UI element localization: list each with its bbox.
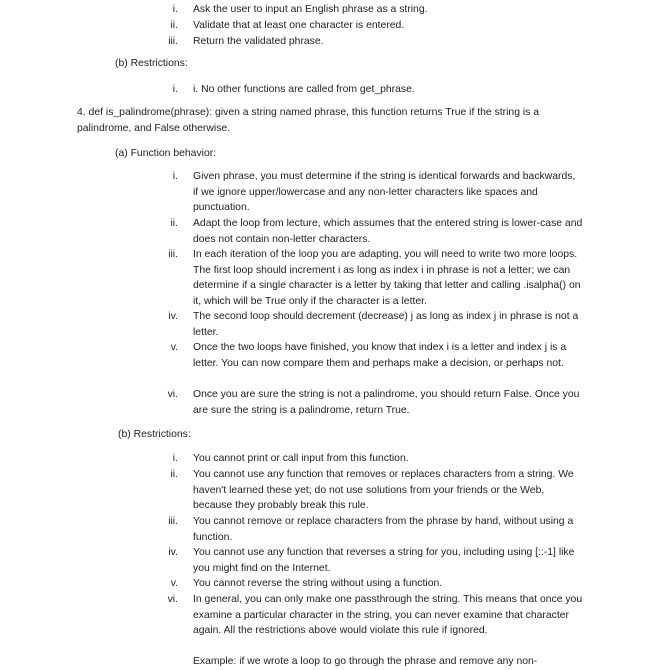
list-text: You cannot use any function that reverses a string for you, including using [::-1] like you might find on the Internet. [193, 547, 575, 574]
list-number: iii. [168, 36, 178, 47]
function-description: 4. def is_palindrome(phrase): given a string named phrase, this function returns True if the string is a palindrome, and False otherwise. [77, 107, 540, 134]
list-text: The second loop should decrement (decrease) j as long as index j in phrase is not a letter. [193, 311, 579, 338]
list-text: Ask the user to input an English phrase as a string. [193, 4, 428, 15]
list-text: Given phrase, you must determine if the string is identical forwards and backwards, if we ignore upper/lowercase and any non-letter characters like spaces and punctuation. [193, 171, 576, 214]
list-text: You cannot print or call input from this function. [193, 453, 409, 464]
list-number: ii. [170, 218, 178, 229]
list-text: In general, you can only make one passthrough the string. This means that once you examine a particular character in the string, you can never examine that character again. All the restrictions above would violate this rule if ignored. [193, 594, 583, 637]
list-text: You cannot reverse the string without using a function. [193, 578, 443, 589]
list-text: Adapt the loop from lecture, which assumes that the entered string is lower-case and does not contain non-letter characters. [193, 218, 583, 245]
list-number: vi. [167, 594, 178, 605]
list-number: iv. [168, 547, 178, 558]
list-number: vi. [167, 389, 178, 400]
list-text: i. No other functions are called from get_phrase. [193, 84, 415, 95]
list-text: You cannot remove or replace characters from the phrase by hand, without using a function. [193, 516, 574, 543]
section-heading: (a) Function behavior: [115, 148, 217, 159]
list-number: iii. [168, 516, 178, 527]
list-number: i. [172, 84, 178, 95]
section-heading: (b) Restrictions: [118, 429, 191, 440]
list-number: v. [170, 578, 178, 589]
list-number: iii. [168, 249, 178, 260]
list-text: Once you are sure the string is not a palindrome, you should return False. Once you are sure the string is a palindrome, return True. [193, 389, 580, 416]
example-text: Example: if we wrote a loop to go through the phrase and remove any non- [193, 656, 538, 667]
list-text: Validate that at least one character is entered. [193, 20, 405, 31]
list-number: v. [170, 342, 178, 353]
list-number: ii. [170, 469, 178, 480]
list-text: In each iteration of the loop you are adapting, you will need to write two more loops. The first loop should increment i as long as index i in phrase is not a letter; we can determine if a single character is a letter by taking that letter and calling .isalpha() on it, which will be True only if the character is a letter. [193, 249, 581, 307]
list-text: Once the two loops have finished, you know that index i is a letter and index j is a letter. You can now compare them and perhaps make a decision, or perhaps not. [193, 342, 567, 369]
list-number: ii. [170, 20, 178, 31]
list-number: i. [172, 171, 178, 182]
list-text: You cannot use any function that removes or replaces characters from a string. We haven't learned these yet; do not use solutions from your friends or the Web, because they probably break this rule. [193, 469, 574, 512]
list-number: iv. [168, 311, 178, 322]
section-heading: (b) Restrictions: [115, 58, 188, 69]
list-number: i. [172, 4, 178, 15]
list-number: i. [172, 453, 178, 464]
list-text: Return the validated phrase. [193, 36, 324, 47]
